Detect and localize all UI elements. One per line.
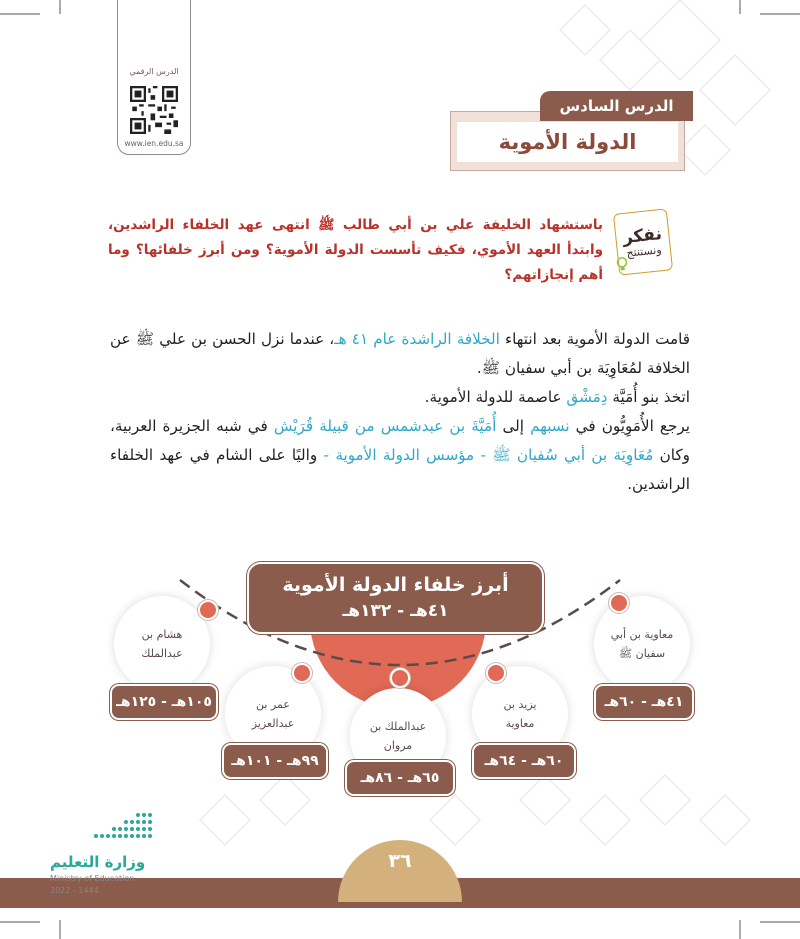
timeline-title: أبرز خلفاء الدولة الأموية [282, 574, 509, 596]
timeline-dot [390, 668, 410, 688]
text-run: ، عندما نزل الحسن بن علي ﷺ عن الخلافة لمُعَاوِيَة بن أبي سفيان ﷺ. [110, 330, 690, 377]
lesson-body [110, 325, 690, 499]
caliph-circle-hisham [114, 596, 210, 692]
caliph-name: عبدالملك بن مروان [369, 720, 427, 752]
caliph-period-hisham: ١٠٥هـ - ١٢٥هـ [110, 684, 218, 720]
ministry-name-arabic: وزارة التعليم [50, 853, 146, 871]
text-run: اتخذ بنو أُمَيَّة [607, 388, 690, 406]
caliph-name: يزيد بن معاوية [503, 698, 537, 730]
timeline-dot [486, 663, 506, 683]
caliph-name: هشام بن عبدالملك [141, 628, 183, 660]
caliph-period-muawiya: ٤١هـ - ٦٠هـ [594, 684, 694, 720]
qr-code-icon[interactable] [130, 86, 178, 134]
highlight-term: نسبهم [530, 417, 570, 435]
paragraph-lineage [110, 412, 690, 499]
text-run: واليًا على الشام في عهد الخلفاء الراشدين. [110, 446, 690, 493]
ministry-name-english: Ministry of Education [50, 874, 135, 883]
highlight-term: أُمَيَّةَ بن عبدشمس من قبيلة قُرَيْش [273, 417, 497, 435]
timeline-dot [198, 600, 218, 620]
digital-lesson-card[interactable] [117, 0, 191, 155]
lightbulb-icon [614, 256, 630, 273]
think-icon-word1: نفكر [621, 223, 663, 248]
ministry-emblem-icon [90, 808, 180, 844]
text-run: يرجع الأُمَوِيُّون في [569, 417, 691, 435]
text-run: إلى [496, 417, 531, 435]
think-question-text: باستشهاد الخليفة علي بن أبي طالب ﷺ انتهى عهد الخلفاء الراشدين، وابتدأ العهد الأموي، فكيف تأسست الدولة الأموية؟ ومن أبرز خلفائها؟ وما أهم إنجازاتهم؟ [108, 217, 603, 283]
paragraph-capital [110, 383, 690, 412]
timeline-title-box [247, 562, 544, 634]
digital-lesson-label: الدرس الرقمي [129, 67, 179, 76]
think-conclude-icon [613, 208, 673, 275]
timeline-dot [292, 663, 312, 683]
highlight-term: الخلافة الراشدة عام ٤١ هـ [334, 330, 500, 348]
lesson-title: الدولة الأموية [457, 122, 678, 162]
caliph-name: معاوية بن أبي سفيان ﷺ [610, 628, 674, 660]
highlight-term: دِمَشْق [566, 388, 608, 406]
timeline-range: ٤١هـ - ١٣٢هـ [342, 601, 449, 621]
caliph-name: عمر بن عبدالعزيز [251, 698, 295, 730]
caliph-period-abdulmalik: ٦٥هـ - ٨٦هـ [345, 760, 455, 796]
digital-lesson-url[interactable]: www.ien.edu.sa [124, 139, 184, 148]
text-run: في شبه الجزيرة العربية، وكان [110, 417, 690, 464]
caliph-period-yazid: ٦٠هـ - ٦٤هـ [472, 743, 576, 779]
highlight-term: مُعَاوِيَة بن أبي سُفيان ﷺ - مؤسس الدولة الأموية - [323, 446, 654, 464]
text-run: عاصمة للدولة الأموية. [424, 388, 567, 406]
page-number: ٣٦ [338, 840, 462, 902]
timeline-dot [609, 593, 629, 613]
caliph-period-umar: ٩٩هـ - ١٠١هـ [222, 743, 328, 779]
caliph-circle-muawiya [594, 596, 690, 692]
think-icon-word2: ونستنتج [625, 242, 663, 260]
text-run: قامت الدولة الأموية بعد انتهاء [499, 330, 691, 348]
paragraph-founding [110, 325, 690, 383]
lesson-number-tab: الدرس السادس [540, 91, 693, 121]
edition-year: 2022 - 1444 [50, 886, 99, 895]
